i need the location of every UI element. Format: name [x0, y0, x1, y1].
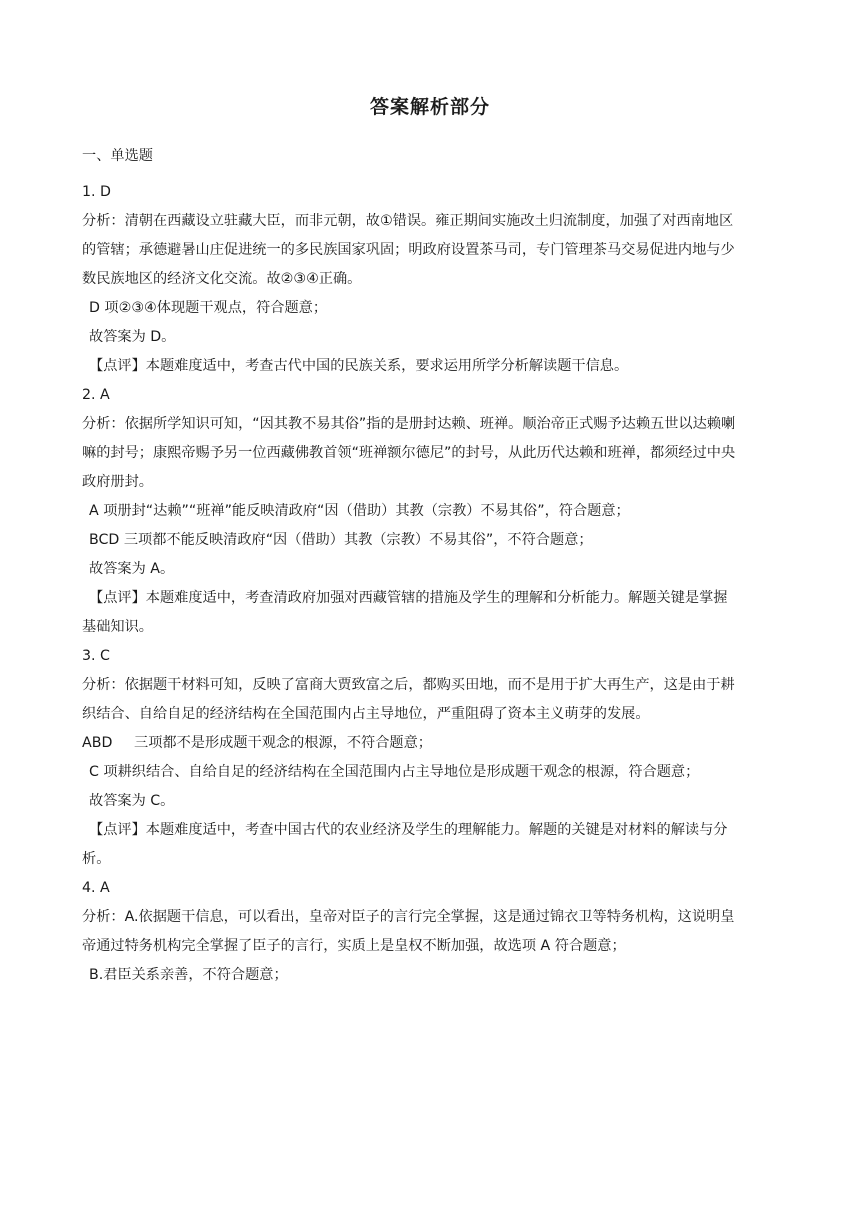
question-3-analysis-line-1: 分析：依据题干材料可知，反映了富商大贾致富之后，都购买田地，而不是用于扩大再生产，这是由于耕 [82, 677, 735, 693]
question-4-option-b: B.君臣关系亲善，不符合题意； [89, 967, 288, 983]
question-4-analysis-line-2: 帝通过特务机构完全掌握了臣子的言行，实质上是皇权不断加强，故选项 A 符合题意； [82, 938, 626, 954]
page-title: 答案解析部分 [369, 96, 490, 118]
question-2-option-a: A 项册封“达赖”“班禅”能反映清政府“因（借助）其教（宗教）不易其俗”，符合题意； [89, 503, 630, 519]
question-2-answer: 2. A [82, 387, 110, 403]
question-2-analysis-line-1: 分析：依据所学知识可知，“因其教不易其俗”指的是册封达赖、班禅。顺治帝正式赐予达赖五世以达赖喇 [82, 416, 736, 432]
question-1-option-d: D 项②③④体现题干观点，符合题意； [89, 300, 328, 316]
document-body [82, 142, 782, 990]
question-3-answer: 3. C [82, 648, 110, 664]
question-3-option-c: C 项耕织结合、自给自足的经济结构在全国范围内占主导地位是形成题干观念的根源，符合题意； [89, 764, 700, 780]
question-4-analysis-line-1: 分析：A.依据题干信息，可以看出，皇帝对臣子的言行完全掌握，这是通过锦衣卫等特务机构，这说明皇 [82, 909, 735, 925]
question-3-final-answer: 故答案为 C。 [89, 793, 175, 809]
question-1-final-answer: 故答案为 D。 [89, 329, 176, 345]
question-3-analysis-line-2: 织结合、自给自足的经济结构在全国范围内占主导地位，严重阻碍了资本主义萌芽的发展。 [82, 706, 650, 722]
question-1-comment: 【点评】本题难度适中，考查古代中国的民族关系，要求运用所学分析解读题干信息。 [89, 358, 629, 374]
question-2-analysis-line-2: 嘛的封号；康熙帝赐予另一位西藏佛教首领“班禅额尔德尼”的封号，从此历代达赖和班禅，都须经过中央 [82, 445, 736, 461]
question-3-comment-line-1: 【点评】本题难度适中，考查中国古代的农业经济及学生的理解能力。解题的关键是对材料的解读与分 [89, 822, 728, 838]
question-2-final-answer: 故答案为 A。 [89, 561, 175, 577]
question-2-option-bcd: BCD 三项都不能反映清政府“因（借助）其教（宗教）不易其俗”，不符合题意； [89, 532, 593, 548]
question-3-comment-line-2: 析。 [82, 851, 111, 867]
question-1-analysis-line-2: 的管辖；承德避暑山庄促进统一的多民族国家巩固；明政府设置茶马司，专门管理茶马交易促进内地与少 [82, 242, 735, 258]
question-1-answer: 1. D [82, 184, 111, 200]
question-1-analysis-line-1: 分析：清朝在西藏设立驻藏大臣，而非元朝，故①错误。雍正期间实施改土归流制度，加强了对西南地区 [82, 213, 734, 229]
question-2-analysis-line-3: 政府册封。 [82, 474, 153, 490]
question-2-comment-line-1: 【点评】本题难度适中，考查清政府加强对西藏管辖的措施及学生的理解和分析能力。解题关键是掌握 [89, 590, 728, 606]
question-2-comment-line-2: 基础知识。 [82, 619, 153, 635]
question-3-option-abd [82, 729, 782, 758]
question-1-analysis-line-3: 数民族地区的经济文化交流。故②③④正确。 [82, 271, 362, 287]
question-4-answer: 4. A [82, 880, 110, 896]
section-heading: 一、单选题 [82, 148, 153, 164]
question-3-option-abd-text: 三项都不是形成题干观念的根源，不符合题意； [134, 735, 432, 751]
question-3-option-abd-label: ABD [82, 735, 113, 751]
